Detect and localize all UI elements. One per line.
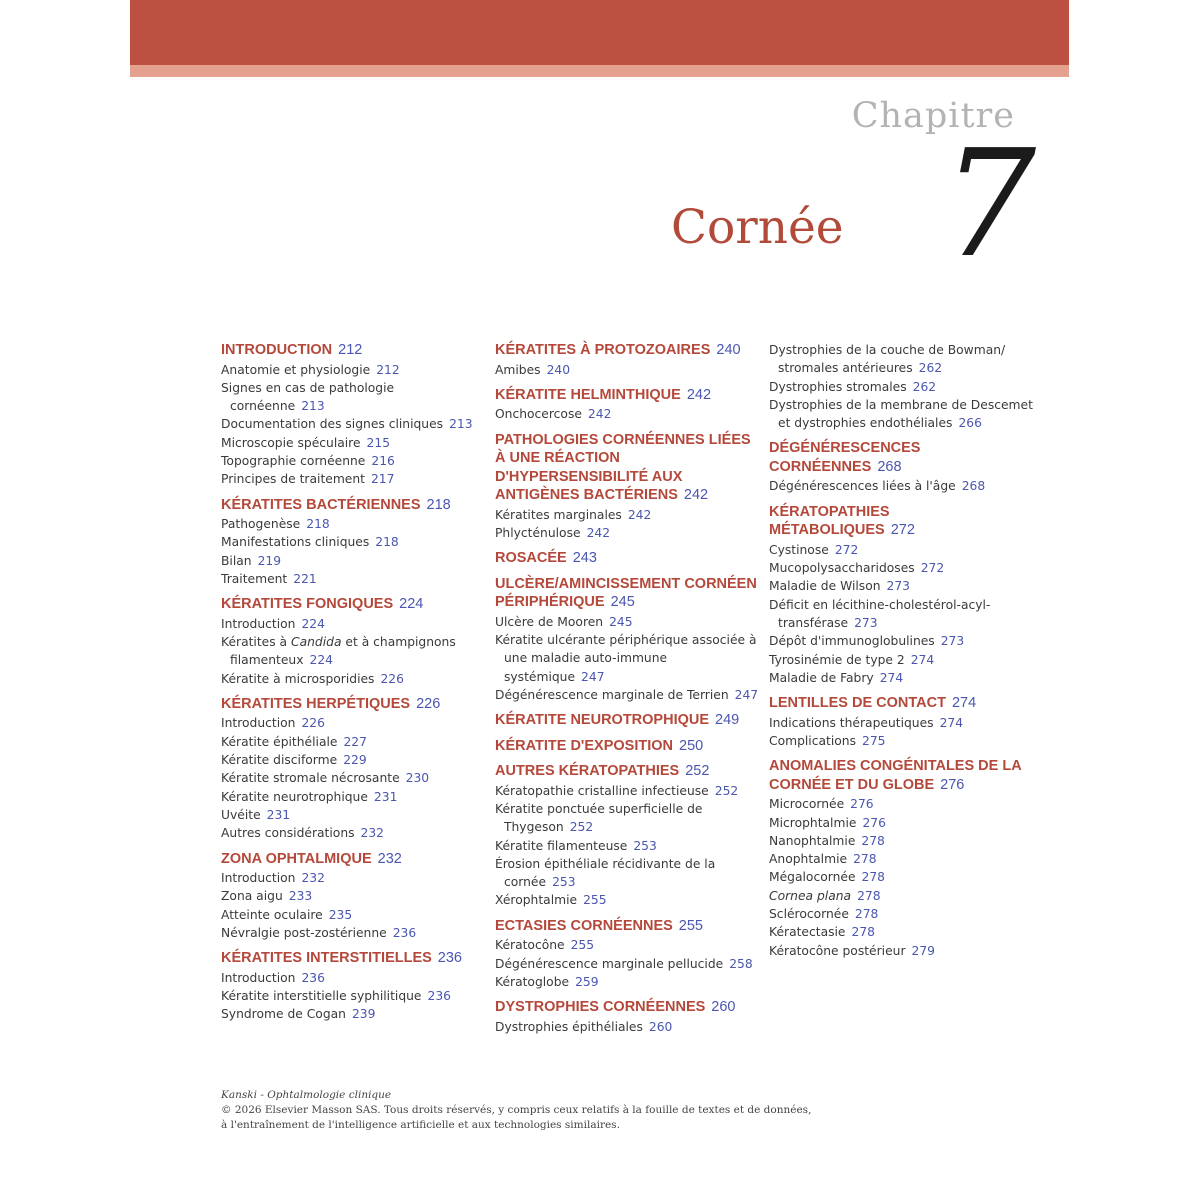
toc-heading-page: 276	[940, 776, 965, 793]
toc-section	[495, 341, 765, 379]
toc-heading-page: 255	[678, 917, 703, 934]
toc-heading-page: 245	[610, 594, 635, 611]
toc-heading-text: DÉGÉNÉRESCENCES CORNÉENNES	[769, 440, 921, 475]
toc-entry	[495, 524, 765, 542]
toc-entry-text: Maladie de Fabry	[769, 670, 874, 685]
toc-entry-page: 272	[834, 542, 859, 557]
toc-entry-page: 266	[958, 416, 982, 431]
toc-entry	[769, 632, 1039, 650]
toc-section-heading	[495, 998, 765, 1017]
toc-entry-text: Onchocercose	[495, 407, 582, 422]
toc-entry-page: 213	[449, 417, 473, 432]
toc-section-heading	[769, 439, 1039, 476]
toc-entry	[221, 615, 491, 633]
toc-heading-page: 242	[686, 386, 712, 403]
toc-entry-page: 231	[266, 807, 291, 822]
toc-entry-text: Dépôt d'immunoglobulines	[769, 634, 935, 649]
toc-entry-text: Kératocône	[495, 938, 565, 953]
toc-entry	[221, 633, 491, 670]
toc-entry-page: 231	[373, 789, 398, 804]
toc-entry	[495, 855, 765, 892]
toc-entry-page: 242	[586, 525, 611, 540]
toc-heading-text: LENTILLES DE CONTACT	[769, 695, 946, 712]
toc-entry-page: 262	[918, 361, 943, 376]
toc-entry-text: Pathogenèse	[221, 517, 301, 532]
toc-entry	[769, 795, 1039, 813]
toc-entry-text: Dégénérescence marginale de Terrien	[495, 687, 729, 702]
toc-entry	[495, 686, 765, 704]
toc-entry-text: Atteinte oculaire	[221, 907, 323, 922]
toc-section	[769, 503, 1039, 687]
toc-entry-page: 252	[569, 820, 594, 835]
toc-entry-page: 240	[546, 362, 571, 377]
toc-section-heading	[221, 850, 491, 869]
toc-heading-text: ZONA OPHTALMIQUE	[221, 850, 372, 867]
toc-entry-text: Zona aigu	[221, 889, 283, 904]
toc-entry-page: 268	[961, 479, 986, 494]
toc-entry-text: Névralgie post-zostérienne	[221, 925, 387, 940]
toc-entry-page: 229	[343, 753, 367, 768]
toc-entry	[769, 942, 1039, 960]
toc-entry	[221, 1005, 491, 1023]
toc-entry-text: Syndrome de Cogan	[221, 1007, 346, 1022]
toc-entry-text: Anophtalmie	[769, 852, 848, 867]
toc-entry-text: Kératite neurotrophique	[221, 789, 368, 804]
toc-entry-page: 224	[301, 616, 325, 631]
chapter-label: Chapitre	[851, 96, 1015, 136]
toc-section	[769, 694, 1039, 750]
toc-entry	[769, 651, 1039, 669]
toc-entry-page: 275	[862, 733, 886, 748]
toc-entry	[221, 869, 491, 887]
toc-entry-text: Kératectasie	[769, 925, 846, 940]
footer-copyright-line-2: à l'entraînement de l'intelligence artificielle et aux technologies similaires.	[221, 1119, 620, 1131]
toc-entry-page: 212	[376, 362, 400, 377]
toc-entry	[769, 923, 1039, 941]
toc-section	[221, 496, 491, 589]
toc-heading-text: KÉRATITE NEUROTROPHIQUE	[495, 712, 710, 729]
toc-entry	[221, 733, 491, 751]
toc-entry	[495, 936, 765, 954]
toc-entry-text: Dystrophies stromales	[769, 379, 907, 394]
toc-entry-page: 216	[371, 453, 395, 468]
toc-heading-page: 242	[683, 487, 709, 504]
toc-entry-page: 278	[853, 852, 877, 867]
toc-entry-text: Introduction	[221, 716, 296, 731]
toc-heading-page: 224	[399, 596, 424, 613]
toc-entry-text: Signes en cas de pathologie cornéenne	[221, 380, 395, 414]
toc-heading-text: ECTASIES CORNÉENNES	[495, 917, 673, 934]
toc-section-heading	[495, 711, 765, 730]
toc-entry-text: Kératites à	[221, 635, 291, 650]
toc-entry	[221, 452, 491, 470]
toc-heading-page: 212	[338, 342, 363, 358]
footer-book-title: Kanski - Ophtalmologie clinique	[221, 1089, 392, 1101]
toc-section-heading	[221, 595, 491, 614]
toc-entry	[495, 613, 765, 631]
toc-entry	[221, 969, 491, 987]
toc-entry-page: 242	[587, 407, 612, 422]
toc-section-heading	[495, 549, 765, 568]
toc-entry-text: Xérophtalmie	[495, 893, 578, 908]
toc-section-heading	[221, 949, 491, 968]
toc-entry-text: Introduction	[221, 970, 296, 985]
toc-heading-text: ULCÈRE/AMINCISSEMENT CORNÉEN PÉRIPHÉRIQUE	[495, 575, 757, 611]
toc-section	[495, 549, 765, 568]
toc-entry-page: 279	[911, 943, 935, 958]
toc-entry	[769, 577, 1039, 595]
toc-entry-page: 253	[633, 838, 657, 853]
toc-section	[495, 575, 765, 704]
toc-entry	[769, 378, 1039, 396]
toc-entry-page: 255	[583, 893, 607, 908]
toc-entry	[221, 824, 491, 842]
toc-heading-page: 268	[877, 458, 902, 475]
toc-entry-text: Microcornée	[769, 797, 845, 812]
toc-heading-page: 249	[715, 712, 740, 729]
toc-entry	[221, 434, 491, 452]
toc-entry-page: 273	[854, 615, 878, 630]
toc-entry	[769, 850, 1039, 868]
toc-entry-text: Maladie de Wilson	[769, 579, 881, 594]
toc-entry-text: Principes de traitement	[221, 472, 365, 487]
toc-entry-page: 218	[375, 535, 399, 550]
toc-entry-page: 236	[392, 925, 417, 940]
toc-section-heading	[495, 737, 765, 756]
toc-entry-page: 276	[850, 797, 874, 812]
toc-entry	[495, 631, 765, 686]
toc-heading-text: AUTRES KÉRATOPATHIES	[495, 763, 680, 780]
toc-entry-text: et à champignons filamenteux	[230, 635, 456, 668]
toc-entry	[221, 670, 491, 688]
toc-entry-text: Déficit en lécithine-cholestérol-acyl-transférase	[769, 597, 991, 630]
toc-section	[495, 998, 765, 1036]
toc-entry	[495, 1018, 765, 1036]
toc-entry-page: 242	[627, 507, 652, 522]
toc-entry-text: Kératoglobe	[495, 974, 570, 989]
toc-entry	[769, 541, 1039, 559]
toc-entry-page: 247	[734, 687, 759, 702]
toc-entry	[221, 987, 491, 1005]
toc-entry-page: 232	[360, 826, 385, 841]
toc-entry-text: Amibes	[495, 362, 541, 377]
toc-entry-text: Anatomie et physiologie	[221, 362, 371, 377]
toc-heading-page: 240	[716, 342, 741, 358]
toc-entry-text: Dégénérescences liées à l'âge	[769, 479, 956, 494]
toc-entry-text: Kératite à microsporidies	[221, 671, 375, 686]
toc-entry	[769, 596, 1039, 633]
toc-entry-page: 215	[366, 435, 391, 450]
toc-section	[769, 439, 1039, 495]
top-banner	[130, 0, 1069, 65]
toc-section	[495, 762, 765, 910]
footer-copyright-line-1: © 2026 Elsevier Masson SAS. Tous droits réservés, y compris ceux relatifs à la fouille de textes et de données,	[221, 1104, 812, 1116]
toc-entry-text: Cystinose	[769, 542, 829, 557]
toc-entry-text: Traitement	[221, 571, 288, 586]
toc-section	[495, 386, 765, 424]
toc-entry-text: Complications	[769, 733, 856, 748]
toc-entry-page: 278	[854, 907, 879, 922]
toc-entry-page: 278	[861, 870, 885, 885]
toc-entry-page: 236	[427, 989, 451, 1004]
toc-section-heading	[495, 917, 765, 936]
toc-entry-page: 233	[288, 889, 313, 904]
toc-heading-text: KÉRATITES FONGIQUES	[221, 596, 394, 613]
toc-section-heading	[495, 341, 765, 360]
toc-entry	[495, 837, 765, 855]
toc-entry	[769, 868, 1039, 886]
toc-entry	[769, 732, 1039, 750]
toc-entry-text: Kératite épithéliale	[221, 734, 338, 749]
toc-entry-text: Kératopathie cristalline infectieuse	[495, 783, 709, 798]
toc-entry	[769, 396, 1039, 433]
toc-entry	[495, 800, 765, 837]
toc-entry-page: 252	[714, 783, 739, 798]
toc-entry	[769, 477, 1039, 495]
toc-entry-page: 278	[851, 925, 875, 940]
toc-entry-page: 224	[309, 653, 333, 668]
toc-column-3	[769, 341, 1039, 967]
toc-entry-page: 232	[301, 871, 325, 886]
toc-entry-text: Uvéite	[221, 807, 261, 822]
toc-entry-page: 247	[581, 669, 605, 684]
toc-entry	[495, 405, 765, 423]
toc-entry-text: Documentation des signes cliniques	[221, 417, 444, 432]
toc-entry-page: 272	[920, 561, 945, 576]
toc-entry-text: Tyrosinémie de type 2	[769, 652, 905, 667]
toc-heading-text: DYSTROPHIES CORNÉENNES	[495, 999, 706, 1016]
toc-heading-text: INTRODUCTION	[221, 342, 333, 358]
toc-entry	[221, 769, 491, 787]
toc-heading-text: ANOMALIES CONGÉNITALES DE LA CORNÉE ET DU GLOBE	[769, 758, 1022, 793]
toc-entry-page: 276	[862, 815, 886, 830]
toc-entry-text: Dystrophies de la couche de Bowman/ stromales antérieures	[769, 343, 1006, 376]
toc-entry	[221, 552, 491, 570]
toc-entry-text: Kératite stromale nécrosante	[221, 771, 400, 786]
toc-entry	[221, 887, 491, 905]
toc-section	[221, 695, 491, 843]
toc-section	[495, 711, 765, 730]
toc-entry-text: Bilan	[221, 553, 252, 568]
toc-section	[221, 850, 491, 943]
toc-entry	[221, 533, 491, 551]
toc-entry-page: 239	[351, 1007, 376, 1022]
toc-entry-text: Microphtalmie	[769, 815, 857, 830]
toc-entry-page: 274	[910, 652, 935, 667]
toc-entry	[495, 973, 765, 991]
toc-section	[221, 949, 491, 1023]
toc-entry-text: Kératite filamenteuse	[495, 838, 628, 853]
toc-entry	[221, 788, 491, 806]
toc-entry-page: 226	[301, 716, 325, 731]
toc-section-heading	[495, 386, 765, 405]
toc-entry-text: Introduction	[221, 871, 296, 886]
toc-entry-page: 255	[570, 938, 595, 953]
toc-entry	[221, 714, 491, 732]
toc-entry-page: 273	[886, 579, 911, 594]
toc-entry	[769, 887, 1039, 905]
toc-entry-page: 217	[370, 472, 395, 487]
toc-heading-text: PATHOLOGIES CORNÉENNES LIÉES À UNE RÉACTION D'HYPERSENSIBILITÉ AUX ANTIGÈNES BACTÉRIENS	[495, 431, 751, 504]
toc-entry	[769, 341, 1039, 378]
toc-entry-text: Érosion épithéliale récidivante de la cornée	[495, 856, 716, 890]
toc-entry	[769, 669, 1039, 687]
footer	[221, 1088, 811, 1133]
chapter-number: 7	[942, 118, 1037, 290]
toc-entry-text: Nanophtalmie	[769, 833, 856, 848]
toc-entry-page: 278	[857, 888, 881, 903]
toc-section	[769, 757, 1039, 960]
toc-section-heading	[495, 431, 765, 505]
toc-section-heading	[221, 695, 491, 714]
toc-entry-page: 236	[301, 970, 325, 985]
toc-entry	[221, 570, 491, 588]
toc-entry	[221, 361, 491, 379]
toc-heading-text: KÉRATITES À PROTOZOAIRES	[495, 342, 711, 358]
toc-heading-text: KÉRATITE D'EXPOSITION	[495, 737, 674, 754]
toc-entry-text: Cornea plana	[769, 888, 852, 903]
toc-entry-page: 230	[405, 771, 430, 786]
toc-entry-text: Ulcère de Mooren	[495, 614, 604, 629]
toc-heading-page: 232	[377, 850, 402, 867]
toc-entry-page: 213	[301, 399, 325, 414]
toc-entry-text: Autres considérations	[221, 826, 355, 841]
toc-entry-page: 245	[609, 614, 633, 629]
toc-entry-text: Kératocône postérieur	[769, 943, 906, 958]
toc-entry-text: Kératite ponctuée superficielle de Thygeson	[495, 801, 703, 835]
toc-heading-text: KÉRATITES INTERSTITIELLES	[221, 950, 432, 967]
toc-section-heading	[769, 757, 1039, 794]
toc-entry-text: Kératite ulcérante périphérique associée à une maladie auto-immune systémique	[495, 632, 757, 684]
toc-entry-text: Kératite disciforme	[221, 753, 338, 768]
toc-entry-page: 253	[552, 875, 576, 890]
toc-entry	[769, 814, 1039, 832]
toc-section-heading	[221, 496, 491, 515]
toc-entry-text: Dystrophies épithéliales	[495, 1019, 643, 1034]
toc-entry	[221, 751, 491, 769]
toc-heading-page: 250	[679, 737, 704, 754]
toc-column-2	[495, 341, 765, 1043]
toc-entry-text: Indications thérapeutiques	[769, 715, 934, 730]
toc-heading-page: 274	[951, 695, 977, 712]
toc-entry-text: Candida	[291, 635, 342, 650]
toc-section-heading	[769, 503, 1039, 540]
toc-entry	[769, 832, 1039, 850]
toc-section-heading	[221, 341, 491, 360]
toc-section	[769, 341, 1039, 432]
toc-entry-page: 219	[257, 553, 282, 568]
toc-entry	[769, 714, 1039, 732]
toc-entry	[221, 379, 491, 416]
toc-heading-text: KÉRATITES HERPÉTIQUES	[221, 695, 411, 712]
toc-section	[221, 595, 491, 688]
toc-heading-text: KÉRATITE HELMINTHIQUE	[495, 386, 681, 403]
toc-section-heading	[495, 575, 765, 612]
toc-entry-page: 273	[940, 634, 965, 649]
toc-entry	[221, 515, 491, 533]
toc-entry	[221, 924, 491, 942]
banner-stripe	[130, 65, 1069, 77]
toc-heading-page: 236	[437, 950, 462, 967]
toc-section	[495, 917, 765, 991]
toc-entry	[769, 905, 1039, 923]
toc-entry-page: 221	[293, 571, 317, 586]
toc-column-1	[221, 341, 491, 1031]
toc-entry-page: 227	[343, 734, 367, 749]
toc-entry-page: 278	[861, 833, 885, 848]
toc-section-heading	[769, 694, 1039, 713]
chapter-title: Cornée	[671, 200, 844, 255]
toc-entry-page: 235	[328, 907, 353, 922]
toc-entry-text: Mucopolysaccharidoses	[769, 561, 915, 576]
toc-entry-text: Dystrophies de la membrane de Descemet et dystrophies endothéliales	[769, 397, 1033, 431]
toc-entry-page: 258	[729, 956, 753, 971]
toc-entry-text: Sclérocornée	[769, 907, 849, 922]
toc-entry	[221, 906, 491, 924]
toc-entry-page: 259	[575, 974, 599, 989]
toc-entry-text: Kératites marginales	[495, 507, 622, 522]
toc-entry	[221, 470, 491, 488]
toc-entry-page: 260	[648, 1019, 673, 1034]
toc-entry-page: 226	[380, 671, 404, 686]
toc-entry-page: 218	[306, 517, 330, 532]
toc-heading-page: 272	[890, 522, 915, 539]
toc-heading-text: KÉRATITES BACTÉRIENNES	[221, 496, 421, 513]
toc-entry	[495, 955, 765, 973]
toc-entry-text: Microscopie spéculaire	[221, 435, 361, 450]
toc-heading-page: 243	[572, 550, 597, 567]
toc-entry	[495, 361, 765, 379]
toc-section	[221, 341, 491, 489]
toc-entry-text: Dégénérescence marginale pellucide	[495, 956, 724, 971]
toc-heading-text: ROSACÉE	[495, 550, 567, 567]
toc-entry	[495, 891, 765, 909]
toc-entry-page: 274	[879, 670, 904, 685]
toc-entry-page: 262	[912, 379, 937, 394]
toc-entry-text: Manifestations cliniques	[221, 535, 370, 550]
toc-entry-text: Topographie cornéenne	[221, 453, 366, 468]
toc-entry	[495, 782, 765, 800]
toc-section	[495, 431, 765, 543]
toc-heading-page: 226	[416, 695, 441, 712]
toc-entry-page: 274	[939, 715, 964, 730]
toc-entry	[221, 806, 491, 824]
toc-heading-page: 252	[685, 763, 710, 780]
toc-entry	[769, 559, 1039, 577]
toc-entry	[221, 415, 491, 433]
toc-entry-text: Mégalocornée	[769, 870, 856, 885]
toc-section-heading	[495, 762, 765, 781]
toc-entry-text: Introduction	[221, 616, 296, 631]
toc-heading-text: KÉRATOPATHIES MÉTABOLIQUES	[769, 503, 890, 539]
toc-heading-page: 260	[711, 999, 736, 1016]
toc-entry	[495, 506, 765, 524]
toc-heading-page: 218	[426, 496, 451, 513]
toc-entry-text: Phlycténulose	[495, 525, 581, 540]
toc-entry-text: Kératite interstitielle syphilitique	[221, 989, 422, 1004]
toc-section	[495, 737, 765, 756]
